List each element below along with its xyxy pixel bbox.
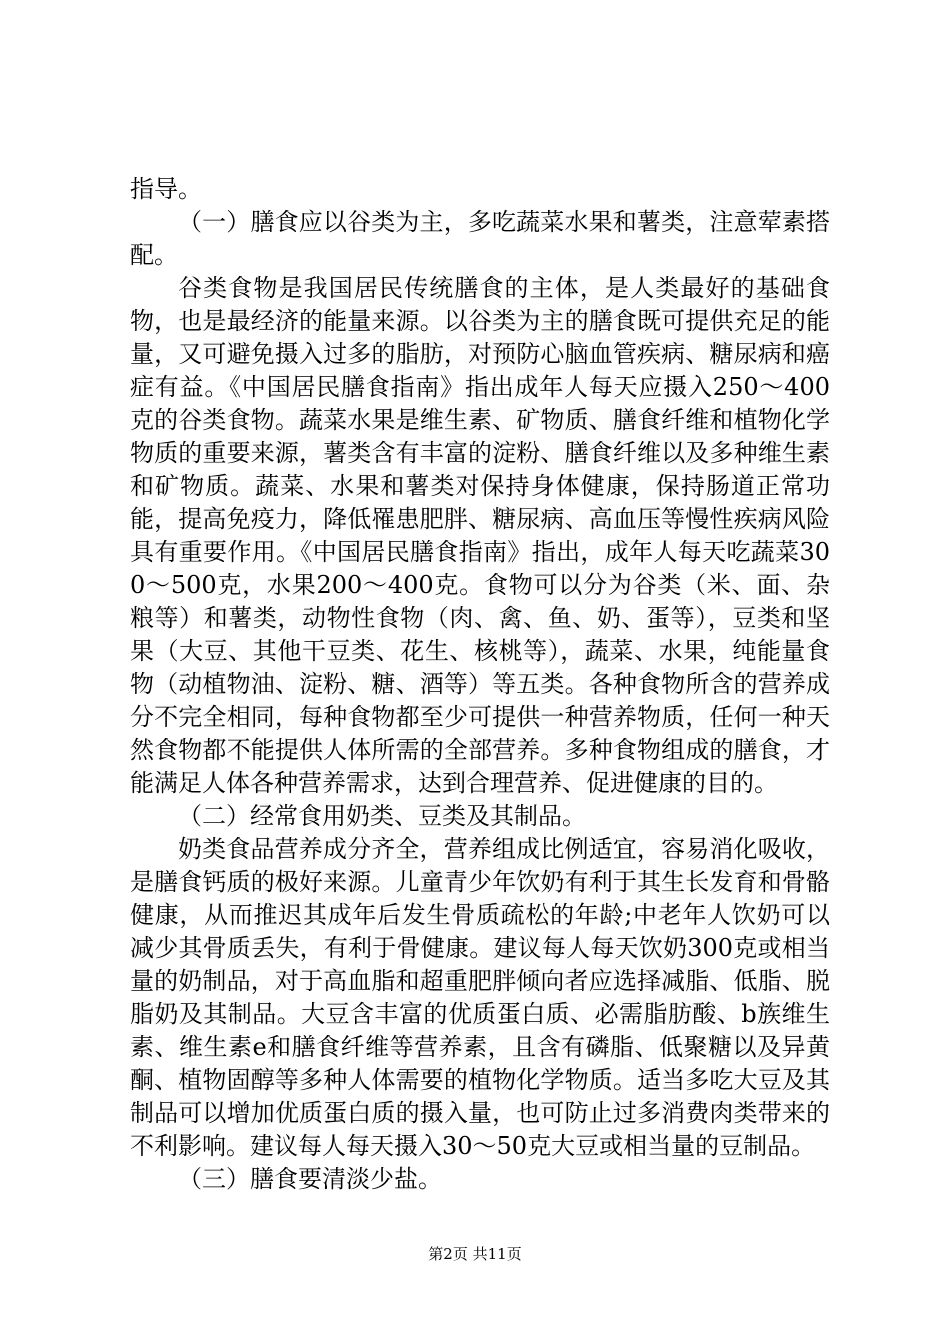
- paragraph-grains-vegetables: 谷类食物是我国居民传统膳食的主体，是人类最好的基础食物，也是最经济的能量来源。以谷类为主的膳食既可提供充足的能量，又可避免摄入过多的脂肪，对预防心脑血管疾病、糖尿病和癌症有益。《中国居民膳食指南》指出成年人每天应摄入250～400克的谷类食物。蔬菜水果是维生素、矿物质、膳食纤维和植物化学物质的重要来源，薯类含有丰富的淀粉、膳食纤维以及多种维生素和矿物质。蔬菜、水果和薯类对保持身体健康，保持肠道正常功能，提高免疫力，降低罹患肥胖、糖尿病、高血压等慢性疾病风险具有重要作用。《中国居民膳食指南》指出，成年人每天吃蔬菜300～500克，水果200～400克。食物可以分为谷类（米、面、杂粮等）和薯类，动物性食物（肉、禽、鱼、奶、蛋等），豆类和坚果（大豆、其他干豆类、花生、核桃等），蔬菜、水果，纯能量食物（动植物油、淀粉、糖、酒等）等五类。各种食物所含的营养成分不完全相同，每种食物都至少可提供一种营养物质，任何一种天然食物都不能提供人体所需的全部营养。多种食物组成的膳食，才能满足人体各种营养需求，达到合理营养、促进健康的目的。: [130, 274, 830, 797]
- section-heading-1: （一）膳食应以谷类为主，多吃蔬菜水果和薯类，注意荤素搭配。: [130, 208, 830, 269]
- section-heading-3: （三）膳食要清淡少盐。: [178, 1165, 442, 1193]
- section-heading-2: （二）经常食用奶类、豆类及其制品。: [178, 802, 586, 830]
- page-number-footer: 第2页 共11页: [428, 1245, 522, 1263]
- paragraph-dairy-soy: 奶类食品营养成分齐全，营养组成比例适宜，容易消化吸收，是膳食钙质的极好来源。儿童青少年饮奶有利于其生长发育和骨骼健康，从而推迟其成年后发生骨质疏松的年龄;中老年人饮奶可以减少其骨质丢失，有利于骨健康。建议每人每天饮奶300克或相当量的奶制品，对于高血脂和超重肥胖倾向者应选择减脂、低脂、脱脂奶及其制品。大豆含丰富的优质蛋白质、必需脂肪酸、b族维生素、维生素e和膳食纤维等营养素，且含有磷脂、低聚糖以及异黄酮、植物固醇等多种人体需要的植物化学物质。适当多吃大豆及其制品可以增加优质蛋白质的摄入量，也可防止过多消费肉类带来的不利影响。建议每人每天摄入30～50克大豆或相当量的豆制品。: [130, 835, 830, 1160]
- paragraph-continuation: 指导。: [130, 175, 202, 203]
- document-body: [130, 173, 830, 1196]
